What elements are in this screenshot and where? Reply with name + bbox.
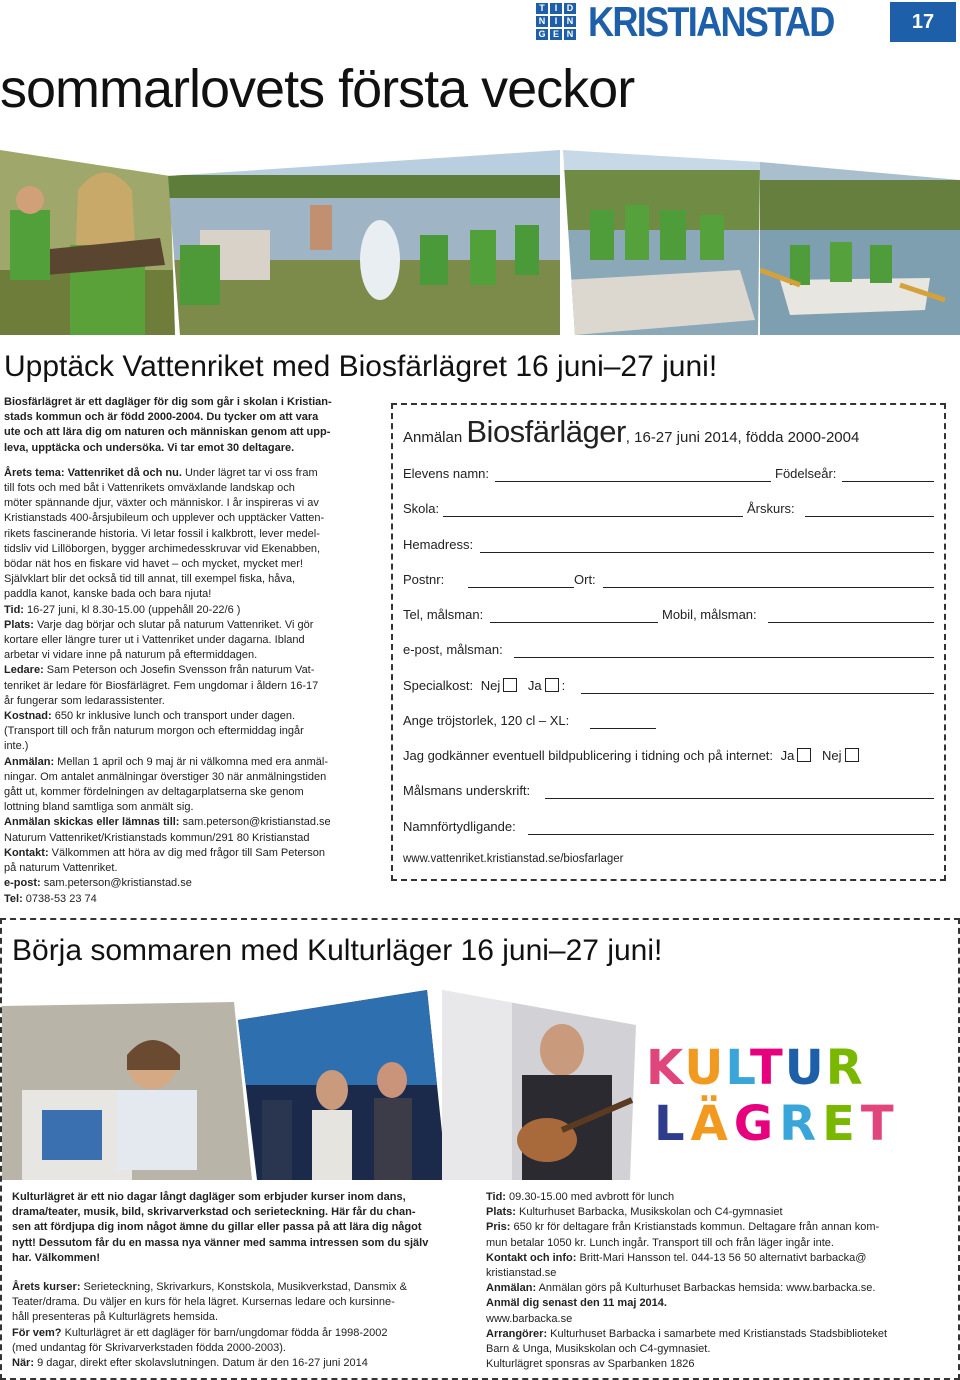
photo-theatre-stage [232,985,452,1180]
fact-text: Kulturhuset Barbacka, Musikskolan och C4-gymnasiet [515,1206,783,1219]
consent-row [403,748,862,763]
logo-letter: U [784,1040,826,1096]
fact-line [4,739,382,754]
bio-facts [4,603,382,907]
logo-letter: K [646,1040,685,1096]
fact-line [4,648,382,663]
fact-line [12,1341,472,1356]
fact-line [486,1205,948,1220]
phone-label: Tel, målsman: [403,607,484,622]
fact-line [4,815,382,830]
kultur-intro [12,1190,472,1266]
text-line: leva, upptäcka och undersöka. Vi tar emot 30 deltagare. [4,441,295,454]
fact-text: sam.peterson@kristianstad.se [40,877,192,890]
fact-text: (med undantag för Skrivarverkstaden födda 2000-2003). [12,1341,286,1354]
kultur-left-facts [12,1280,472,1371]
fact-text: gått ut, kommer fördelningen av deltagarplatserna ske genom [4,786,304,799]
kultur-left-column [12,1190,472,1371]
signature-field[interactable] [545,798,934,799]
fact-line [4,770,382,785]
text-line [4,587,382,602]
text-line [4,557,382,572]
text-span: Självklart blir det också tid till annat, till exempel fiska, håva, [4,573,296,586]
text-span: rikets fascinerande historia. Vi letar fossil i kalkbrott, lever medel- [4,527,320,540]
fact-line [486,1357,948,1372]
fact-line [4,633,382,648]
fact-label: Pris: [486,1221,511,1234]
fact-text: Teater/drama. Du väljer en kurs för hela lägret. Kursernas ledare och kursinne- [12,1296,395,1309]
text-line: stads kommun och är född 2000-2004. Du tycker om att vara [4,411,319,424]
logo-cell: E [550,29,562,40]
photo-guitar-player [442,990,642,1180]
postal-field[interactable] [468,587,574,588]
fact-line [486,1312,948,1327]
form-title-pre: Anmälan [403,429,467,446]
logo-letter: T [860,1096,900,1152]
fact-line [4,694,382,709]
text-line: Biosfärlägret är ett dagläger för dig som går i skolan i Kristian- [4,396,332,408]
fact-text: på naturum Vattenriket. [4,862,118,875]
consent-no-checkbox[interactable] [845,748,859,762]
fact-label: Kontakt: [4,846,49,859]
text-line [4,527,382,542]
fact-label: Anmälan: [486,1282,537,1295]
student-name-field[interactable] [495,481,771,482]
fact-line [486,1281,948,1296]
fact-text: 650 kr för deltagare från Kristianstads kommun. Deltagare från annan kom- [510,1221,880,1234]
logo-letter: L [725,1040,750,1096]
theme-label: Årets tema: Vattenriket då och nu. [4,466,182,479]
logo-letter: U [684,1040,726,1096]
bio-section-title: Upptäck Vattenriket med Biosfärlägret 16 juni–27 juni! [4,350,718,383]
logo-cell: N [564,16,576,27]
email-field[interactable] [514,657,934,658]
fact-text: lottning bland samtliga som anmält sig. [4,801,194,814]
page-headline: sommarlovets första veckor [0,59,635,119]
fact-text: Sam Peterson och Josefin Svensson från naturum Vat- [43,664,315,677]
phone-field[interactable] [490,622,658,623]
fact-text: Varje dag börjar och slutar på naturum Vattenriket. Vi gör [33,618,314,631]
fact-text: Anmälan görs på Kulturhuset Barbackas hemsida: www.barbacka.se. [536,1282,876,1295]
fact-text: kortare eller längre turer ut i Vattenriket under dagarna. Ibland [4,634,305,647]
school-field[interactable] [443,516,743,517]
signature-label: Målsmans underskrift: [403,783,531,798]
logo-letter: Ä [690,1096,734,1152]
fact-text: tenriket är ledare för Biosfärlägret. Fem ungdomar i åldern 16-17 [4,679,319,692]
text-line [4,542,382,557]
fact-line [4,724,382,739]
consent-label: Jag godkänner eventuell bildpublicering i tidning och på internet: [403,748,774,763]
logo-cell: N [564,29,576,40]
fact-text: 0738-53 23 74 [22,892,97,905]
fact-text: Britt-Mari Hansson tel. 044-13 56 50 alternativt barbacka@ [576,1251,867,1264]
photo-girl-with-driftwood [0,150,180,335]
fact-label: Anmälan skickas eller lämnas till: [4,816,180,829]
fact-text: håll presenteras på Kulturlägrets hemsida. [12,1311,219,1324]
email-label: e-post, målsman: [403,642,503,657]
fact-label: Kostnad: [4,710,52,723]
shirt-label: Ange tröjstorlek, 120 cl – XL: [403,713,570,728]
fact-label: För vem? [12,1326,62,1339]
text-line [4,496,382,511]
fact-label: Anmäl dig senast den 11 maj 2014. [486,1297,667,1310]
clarification-label: Namnförtydligande: [403,819,516,834]
fact-text: arbetar vi vidare inne på naturum på eftermiddagen. [4,649,258,662]
text-span: till fots och med båt i Vattenrikets omväxlande landskap och [4,482,295,495]
fact-label: e-post: [4,877,41,890]
fact-label: Plats: [4,618,34,631]
text-span: Under lägret tar vi oss fram [181,466,318,479]
fact-text: inte.) [4,740,29,753]
fact-text: Kulturhuset Barbacka i samarbete med Kristianstads Stadsbiblioteket [547,1327,888,1340]
fact-text: kristianstad.se [486,1267,557,1280]
bio-body [4,466,382,603]
text-line [4,481,382,496]
fact-text: sam.peterson@kristianstad.se [179,816,331,829]
fact-label: Plats: [486,1206,516,1219]
fact-text: Kulturlägret är ett dagläger för barn/ungdomar födda år 1998-2002 [61,1326,388,1339]
address-field[interactable] [480,552,934,553]
logo-cell: N [536,16,548,27]
postal-label: Postnr: [403,572,445,587]
top-photo-strip [0,150,960,335]
logo-cell: G [536,29,548,40]
form-title [403,414,859,450]
fact-line [486,1220,948,1235]
fact-text: år fungerar som ledarassistenter. [4,694,165,707]
fact-line [4,861,382,876]
shirt-field[interactable] [590,728,656,729]
photo-drawing-kids [2,1000,262,1180]
form-title-big: Biosfärläger [466,414,626,449]
fact-text: ningar. Om antalet anmälningar överstiger 30 när anmälningstiden [4,770,327,783]
fact-label: Tid: [4,603,24,616]
fact-line [12,1310,472,1325]
fact-label: När: [12,1357,35,1370]
fact-label: Ledare: [4,664,44,677]
fact-text: 09.30-15.00 med avbrott för lunch [505,1191,675,1203]
fact-line [4,876,382,891]
logo-letter: L [654,1096,691,1152]
fact-text: 16-27 juni, kl 8.30-15.00 (uppehåll 20-22/6 ) [23,603,241,616]
mobile-field[interactable] [768,622,934,623]
fact-text: www.barbacka.se [486,1312,573,1325]
fact-text: (Transport till och från naturum morgon och eftermiddag ingår [4,725,304,738]
address-label: Hemadress: [403,537,474,552]
kristianstad-logo-text: KRISTIANSTAD [588,0,834,45]
fact-text: Serieteckning, Skrivarkurs, Konstskola, Musikverkstad, Dansmix & [80,1281,407,1294]
fact-text: 650 kr inklusive lunch och transport under dagen. [51,710,296,723]
fact-line [12,1326,472,1341]
fact-text: Kulturlägret sponsras av Sparbanken 1826 [486,1358,695,1371]
fact-label: Arrangörer: [486,1327,548,1340]
fact-text: Välkommen att höra av dig med frågor till Sam Peterson [48,846,325,859]
fact-text: mun betalar 1050 kr. Lunch ingår. Transport till och från läger ingår inte. [486,1236,834,1249]
consent-yes-label: Ja [780,748,795,763]
logo-cell: D [564,3,576,14]
fact-line [4,846,382,861]
logo-letter: R [825,1040,865,1096]
bio-intro [4,395,382,456]
fact-line [12,1356,472,1371]
bio-article [4,395,382,907]
text-line: drama/teater, musik, bild, skrivarverkstad och serieteckning. Här får du chan- [12,1206,416,1219]
diet-row [403,678,565,693]
text-span: paddla kanot, kanske bada och bara njuta! [4,588,212,601]
clarification-field[interactable] [528,834,934,835]
fact-line [486,1342,948,1357]
fact-line [486,1190,948,1205]
form-title-post: , 16-27 juni 2014, födda 2000-2004 [625,429,860,446]
logo-cell: T [536,3,548,14]
fact-line [486,1251,948,1266]
kultur-section-title: Börja sommaren med Kulturläger 16 juni–27 juni! [12,934,663,967]
fact-line [4,800,382,815]
fact-text: Barn & Unga, Musikskolan och C4-gymnasiet. [486,1343,711,1356]
text-span: tidsliv vid Lillöborgen, bygger archimedesskruvar vid Ekenabben, [4,542,321,555]
fact-line [486,1296,948,1311]
consent-no-label: Nej [822,748,842,763]
fact-line [4,785,382,800]
logo-cell: I [550,16,562,27]
photo-kids-on-raft [560,150,760,335]
mobile-label: Mobil, målsman: [662,607,757,622]
diet-colon: : [561,678,566,693]
fact-line [4,892,382,907]
consent-yes-checkbox[interactable] [797,748,811,762]
fact-line [4,603,382,618]
kultur-right-column [486,1190,948,1372]
logo-letter: G [733,1096,780,1152]
fact-line [4,709,382,724]
text-line: nytt! Dessutom får du en massa nya vänner med samma intressen som du själv [12,1236,429,1249]
text-line: ute och att lära dig om naturen och människan genom att upp- [4,426,331,439]
fact-line [4,831,382,846]
diet-yes-checkbox[interactable] [545,678,559,692]
city-field[interactable] [603,587,934,588]
grade-label: Årskurs: [747,501,795,516]
diet-yes-label: Ja [527,678,542,693]
text-line [4,572,382,587]
fact-line [486,1327,948,1342]
kultur-right-facts [486,1190,948,1372]
diet-field[interactable] [581,693,934,694]
text-line: sen att fördjupa dig inom något ämne du gillar eller passa på att lära dig något [12,1221,422,1234]
city-label: Ort: [574,572,596,587]
fact-label: Tid: [486,1191,506,1203]
birth-year-label: Födelseår: [775,466,837,481]
logo-cell: I [550,3,562,14]
tidningen-logo-grid [536,3,580,41]
text-span: Kristianstads 400-årsjubileum och upplever och upptäcker Vatten- [4,512,325,525]
fact-line [12,1280,472,1295]
kulturlagret-logo [646,1040,946,1180]
diet-label: Specialkost: [403,678,474,693]
fact-label: Tel: [4,892,23,905]
diet-no-label: Nej [480,678,501,693]
fact-label: Kontakt och info: [486,1251,577,1264]
text-line: har. Välkommen! [12,1251,101,1264]
fact-label: Anmälan: [4,755,55,768]
text-span: bödar nät hos en fiskare vid havet – och mycket, mycket mer! [4,558,303,571]
fact-text: Mellan 1 april och 9 maj är ni välkomna med era anmäl- [54,755,329,768]
fact-line [486,1266,948,1281]
page-number: 17 [890,2,956,42]
text-line [4,511,382,526]
birth-year-field[interactable] [842,481,934,482]
logo-letter: E [822,1096,861,1152]
text-span: möter spännande djur, växter och människor. I år inspireras vi av [4,497,319,510]
fact-line [12,1295,472,1310]
fact-line [4,618,382,633]
logo-letter: R [779,1096,823,1152]
school-label: Skola: [403,501,440,516]
fact-line [4,755,382,770]
fact-line [4,663,382,678]
student-name-label: Elevens namn: [403,466,489,481]
fact-text: 9 dagar, direkt efter skolavslutningen. Datum är den 16-27 juni 2014 [34,1357,368,1370]
photo-kids-splashing-water [160,150,560,335]
masthead [0,0,960,44]
fact-line [4,679,382,694]
logo-letter: T [749,1040,785,1096]
grade-field[interactable] [805,516,934,517]
photo-kids-canoeing [755,150,960,335]
fact-line [486,1236,948,1251]
text-line: Kulturlägret är ett nio dagar långt dagläger som erbjuder kurser inom dans, [12,1191,406,1203]
text-line [4,466,382,481]
fact-text: Naturum Vattenriket/Kristianstads kommun/291 80 Kristianstad [4,831,310,844]
fact-label: Årets kurser: [12,1281,81,1294]
diet-no-checkbox[interactable] [503,678,517,692]
form-url-link[interactable]: www.vattenriket.kristianstad.se/biosfarlager [403,853,624,865]
